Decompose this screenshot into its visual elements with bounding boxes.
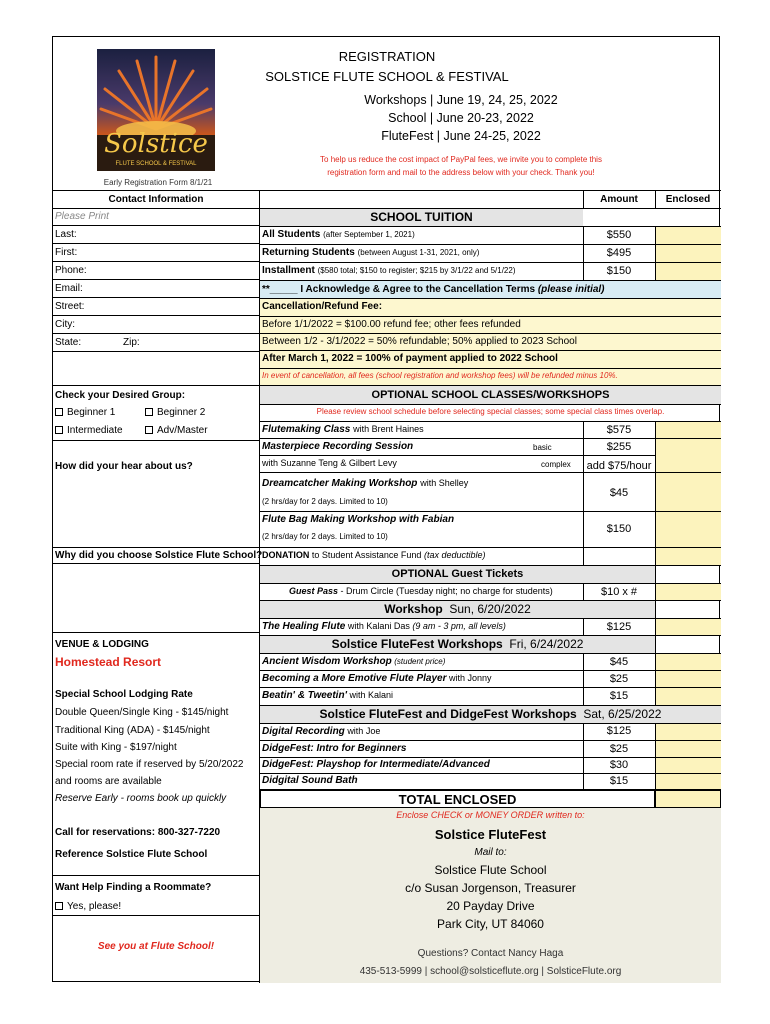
first-name-field[interactable] bbox=[53, 244, 259, 262]
beatin-row bbox=[262, 690, 393, 701]
dreamcatcher-price: $45 bbox=[609, 487, 629, 499]
address-line-4: Park City, UT 84060 bbox=[437, 917, 544, 931]
flute-bag-label: Flute Bag Making Workshop with Fabian bbox=[262, 514, 455, 525]
returning-label: Returning Students bbox=[262, 247, 355, 258]
email-field[interactable] bbox=[53, 280, 259, 298]
rate-note-2: and rooms are available bbox=[55, 776, 162, 787]
reference-note: Reference Solstice Flute School bbox=[55, 849, 208, 860]
contact-heading: Contact Information bbox=[108, 194, 204, 205]
flutefest-dates: FluteFest | June 24-25, 2022 bbox=[381, 129, 541, 143]
rate-traditional-king: Traditional King (ADA) - $145/night bbox=[55, 725, 210, 736]
adv-label: Adv/Master bbox=[157, 425, 208, 436]
beatin-label: Beatin' & Tweetin' bbox=[262, 690, 347, 701]
enclose-instructions: Enclose CHECK or MONEY ORDER written to: bbox=[396, 810, 585, 820]
ancient-wisdom-row bbox=[262, 656, 445, 667]
returning-row bbox=[262, 247, 479, 258]
healing-flute-label: The Healing Flute bbox=[262, 621, 346, 632]
donation-row[interactable] bbox=[262, 550, 486, 560]
state-zip-field[interactable] bbox=[53, 334, 259, 352]
digital-recording-row bbox=[262, 726, 380, 737]
returning-price: $495 bbox=[606, 247, 632, 259]
ancient-wisdom-label: Ancient Wisdom Workshop bbox=[262, 656, 392, 667]
contact-info: 435-513-5999 | school@solsticeflute.org | SolsticeFlute.org bbox=[359, 966, 622, 977]
beginner1-label: Beginner 1 bbox=[67, 407, 116, 418]
guest-pass-label: Guest Pass bbox=[289, 586, 339, 596]
dreamcatcher-label: Dreamcatcher Making Workshop bbox=[262, 478, 418, 489]
healing-flute-teacher: with Kalani Das bbox=[347, 621, 410, 631]
flutemaking-teacher: with Brent Haines bbox=[353, 424, 424, 434]
adv-checkbox[interactable] bbox=[145, 425, 208, 436]
zip-label: Zip: bbox=[123, 337, 140, 348]
flutefest-fri-heading: Solstice FluteFest Workshops Fri, 6/24/2022 bbox=[260, 636, 655, 653]
payee-name: Solstice FluteFest bbox=[434, 827, 547, 842]
donation-label: DONATION bbox=[262, 550, 310, 560]
logo-title: Solstice bbox=[104, 129, 208, 159]
masterpiece-add: add $75/hour bbox=[586, 460, 652, 472]
ancient-wisdom-price: $45 bbox=[609, 656, 629, 668]
state-label: State: bbox=[55, 337, 82, 348]
address-line-1: Solstice Flute School bbox=[434, 863, 547, 877]
group-heading: Check your Desired Group: bbox=[55, 390, 186, 401]
all-students-note: (after September 1, 2021) bbox=[323, 230, 415, 239]
flutefest-sat-heading: Solstice FluteFest and DidgeFest Workshops Sat, 6/25/2022 bbox=[260, 706, 721, 723]
optional-classes-heading: OPTIONAL SCHOOL CLASSES/WORKSHOPS bbox=[260, 386, 721, 404]
healing-flute-row bbox=[262, 621, 506, 632]
street-field[interactable] bbox=[53, 298, 259, 316]
street-label: Street: bbox=[55, 301, 85, 312]
city-label: City: bbox=[55, 319, 75, 330]
dreamcatcher-teacher: with Shelley bbox=[420, 478, 469, 488]
cancel-rule-1: Before 1/1/2022 = $100.00 refund fee; other fees refunded bbox=[262, 319, 521, 330]
emotive-label: Becoming a More Emotive Flute Player bbox=[262, 673, 447, 684]
rate-suite-king: Suite with King - $197/night bbox=[55, 742, 177, 753]
dreamcatcher-row bbox=[262, 478, 468, 489]
donation-text: to Student Assistance Fund bbox=[311, 550, 422, 560]
amount-column-header: Amount bbox=[600, 194, 638, 205]
acknowledge-row[interactable] bbox=[260, 281, 721, 298]
flutemaking-price: $575 bbox=[606, 424, 632, 436]
form-subtitle: SOLSTICE FLUTE SCHOOL & FESTIVAL bbox=[265, 69, 509, 84]
school-dates: School | June 20-23, 2022 bbox=[388, 111, 534, 125]
intermediate-checkbox[interactable] bbox=[55, 425, 123, 436]
address-line-3: 20 Payday Drive bbox=[446, 899, 535, 913]
beginner2-label: Beginner 2 bbox=[157, 407, 206, 418]
cancellation-heading: Cancellation/Refund Fee: bbox=[262, 301, 383, 312]
healing-flute-time: (9 am - 3 pm, all levels) bbox=[412, 621, 506, 631]
questions-contact: Questions? Contact Nancy Haga bbox=[417, 948, 564, 959]
city-field[interactable] bbox=[53, 316, 259, 334]
flutefest-sat-date: Sat, 6/25/2022 bbox=[583, 707, 662, 721]
guest-tickets-heading: OPTIONAL Guest Tickets bbox=[260, 566, 655, 583]
intermediate-label: Intermediate bbox=[67, 425, 123, 436]
optional-note: Please review school schedule before selecting special classes; some special class times overlap. bbox=[316, 407, 665, 416]
installment-price: $150 bbox=[606, 265, 632, 277]
didgefest-intro-price: $25 bbox=[609, 743, 629, 755]
rate-note: Special room rate if reserved by 5/20/2022 bbox=[55, 759, 244, 770]
address-line-2: c/o Susan Jorgenson, Treasurer bbox=[405, 881, 576, 895]
digital-recording-label: Digital Recording bbox=[262, 726, 345, 737]
paypal-notice-2: registration form and mail to the address below with your check. Thank you! bbox=[327, 168, 595, 177]
masterpiece-basic: basic bbox=[533, 443, 552, 452]
email-label: Email: bbox=[55, 283, 83, 294]
installment-note: ($580 total; $150 to register; $215 by 3/1/22 and 5/1/22) bbox=[317, 266, 516, 275]
why-question: Why did you choose Solstice Flute School? bbox=[55, 550, 263, 561]
lodging-rate-heading: Special School Lodging Rate bbox=[55, 689, 193, 700]
phone-label: Phone: bbox=[55, 265, 87, 276]
phone-field[interactable] bbox=[53, 262, 259, 280]
didgefest-playshop-label: DidgeFest: Playshop for Intermediate/Advanced bbox=[262, 759, 490, 770]
please-print-hint: Please Print bbox=[55, 211, 109, 222]
flute-bag-note: (2 hrs/day for 2 days. Limited to 10) bbox=[262, 532, 388, 541]
resort-name: Homestead Resort bbox=[55, 655, 162, 669]
workshop-date: Sun, 6/20/2022 bbox=[449, 602, 531, 616]
form-title: REGISTRATION bbox=[338, 49, 436, 64]
last-name-field[interactable] bbox=[53, 226, 259, 244]
masterpiece-complex: complex bbox=[541, 460, 571, 469]
call-reservations: Call for reservations: 800-327-7220 bbox=[55, 827, 221, 838]
sound-bath-price: $15 bbox=[609, 775, 629, 787]
enclosed-column-header: Enclosed bbox=[665, 194, 711, 205]
flutemaking-row bbox=[262, 424, 424, 435]
cancel-rule-4: In event of cancellation, all fees (school registration and workshop fees) will be refunded minus 10%. bbox=[262, 371, 618, 380]
didgefest-playshop-price: $30 bbox=[609, 759, 629, 771]
acknowledge-initial: (please initial) bbox=[537, 284, 605, 295]
installment-label: Installment bbox=[262, 265, 315, 276]
roommate-heading: Want Help Finding a Roommate? bbox=[55, 882, 212, 893]
masterpiece-price: $255 bbox=[606, 441, 632, 453]
healing-flute-price: $125 bbox=[606, 621, 632, 633]
ancient-wisdom-note: (student price) bbox=[394, 657, 446, 666]
all-students-row bbox=[262, 229, 415, 240]
venue-heading: VENUE & LODGING bbox=[55, 639, 149, 650]
solstice-logo bbox=[97, 49, 215, 171]
guest-pass-note: - Drum Circle (Tuesday night; no charge for students) bbox=[340, 586, 553, 596]
guest-pass-price: $10 x # bbox=[600, 586, 638, 598]
beatin-teacher: with Kalani bbox=[349, 690, 393, 700]
emotive-teacher: with Jonny bbox=[449, 673, 492, 683]
last-label: Last: bbox=[55, 229, 77, 240]
emotive-row bbox=[262, 673, 492, 684]
cancel-rule-2: Between 1/2 - 3/1/2022 = 50% refundable; 50% applied to 2023 School bbox=[262, 336, 577, 347]
first-label: First: bbox=[55, 247, 78, 258]
flute-bag-price: $150 bbox=[606, 523, 632, 535]
tuition-heading: SCHOOL TUITION bbox=[260, 209, 583, 226]
sound-bath-label: Didgital Sound Bath bbox=[262, 775, 358, 786]
didgefest-intro-label: DidgeFest: Intro for Beginners bbox=[262, 743, 407, 754]
workshops-dates: Workshops | June 19, 24, 25, 2022 bbox=[364, 93, 558, 107]
returning-note: (between August 1-31, 2021, only) bbox=[357, 248, 480, 257]
roommate-yes-label: Yes, please! bbox=[67, 901, 122, 912]
masterpiece-teachers: with Suzanne Teng & Gilbert Levy bbox=[262, 458, 397, 468]
mail-to-label: Mail to: bbox=[474, 847, 507, 858]
total-enclosed-field[interactable] bbox=[655, 790, 721, 808]
emotive-price: $25 bbox=[609, 673, 629, 685]
flutemaking-label: Flutemaking Class bbox=[262, 424, 351, 435]
all-students-price: $550 bbox=[606, 229, 632, 241]
beatin-price: $15 bbox=[609, 690, 629, 702]
all-students-label: All Students bbox=[262, 229, 321, 240]
roommate-checkbox[interactable] bbox=[55, 901, 121, 912]
beginner2-checkbox[interactable] bbox=[145, 407, 205, 418]
guest-pass-row bbox=[289, 586, 553, 596]
cancel-rule-3: After March 1, 2022 = 100% of payment applied to 2022 School bbox=[262, 353, 558, 364]
see-you-note: See you at Flute School! bbox=[97, 941, 215, 952]
early-form-label: Early Registration Form 8/1/21 bbox=[103, 178, 213, 187]
digital-recording-price: $125 bbox=[606, 725, 632, 737]
digital-recording-teacher: with Joe bbox=[347, 726, 381, 736]
workshop-heading: Workshop Sun, 6/20/2022 bbox=[260, 601, 655, 618]
dreamcatcher-note: (2 hrs/day for 2 days. Limited to 10) bbox=[262, 497, 388, 506]
rate-double-queen: Double Queen/Single King - $145/night bbox=[55, 707, 229, 718]
logo-subtitle: FLUTE SCHOOL & FESTIVAL bbox=[115, 161, 197, 167]
hear-about-question: How did your hear about us? bbox=[55, 461, 193, 472]
installment-row bbox=[262, 265, 516, 276]
reserve-early-note: Reserve Early - rooms book up quickly bbox=[55, 793, 227, 804]
masterpiece-label: Masterpiece Recording Session bbox=[262, 441, 414, 452]
acknowledge-text: **_____ I Acknowledge & Agree to the Cancellation Terms bbox=[262, 284, 536, 295]
beginner1-checkbox[interactable] bbox=[55, 407, 115, 418]
donation-note: (tax deductible) bbox=[423, 550, 486, 560]
registration-form bbox=[52, 36, 720, 982]
total-enclosed-label: TOTAL ENCLOSED bbox=[260, 790, 655, 808]
paypal-notice: To help us reduce the cost impact of PayPal fees, we invite you to complete this bbox=[320, 155, 602, 164]
flutefest-fri-date: Fri, 6/24/2022 bbox=[509, 637, 584, 651]
